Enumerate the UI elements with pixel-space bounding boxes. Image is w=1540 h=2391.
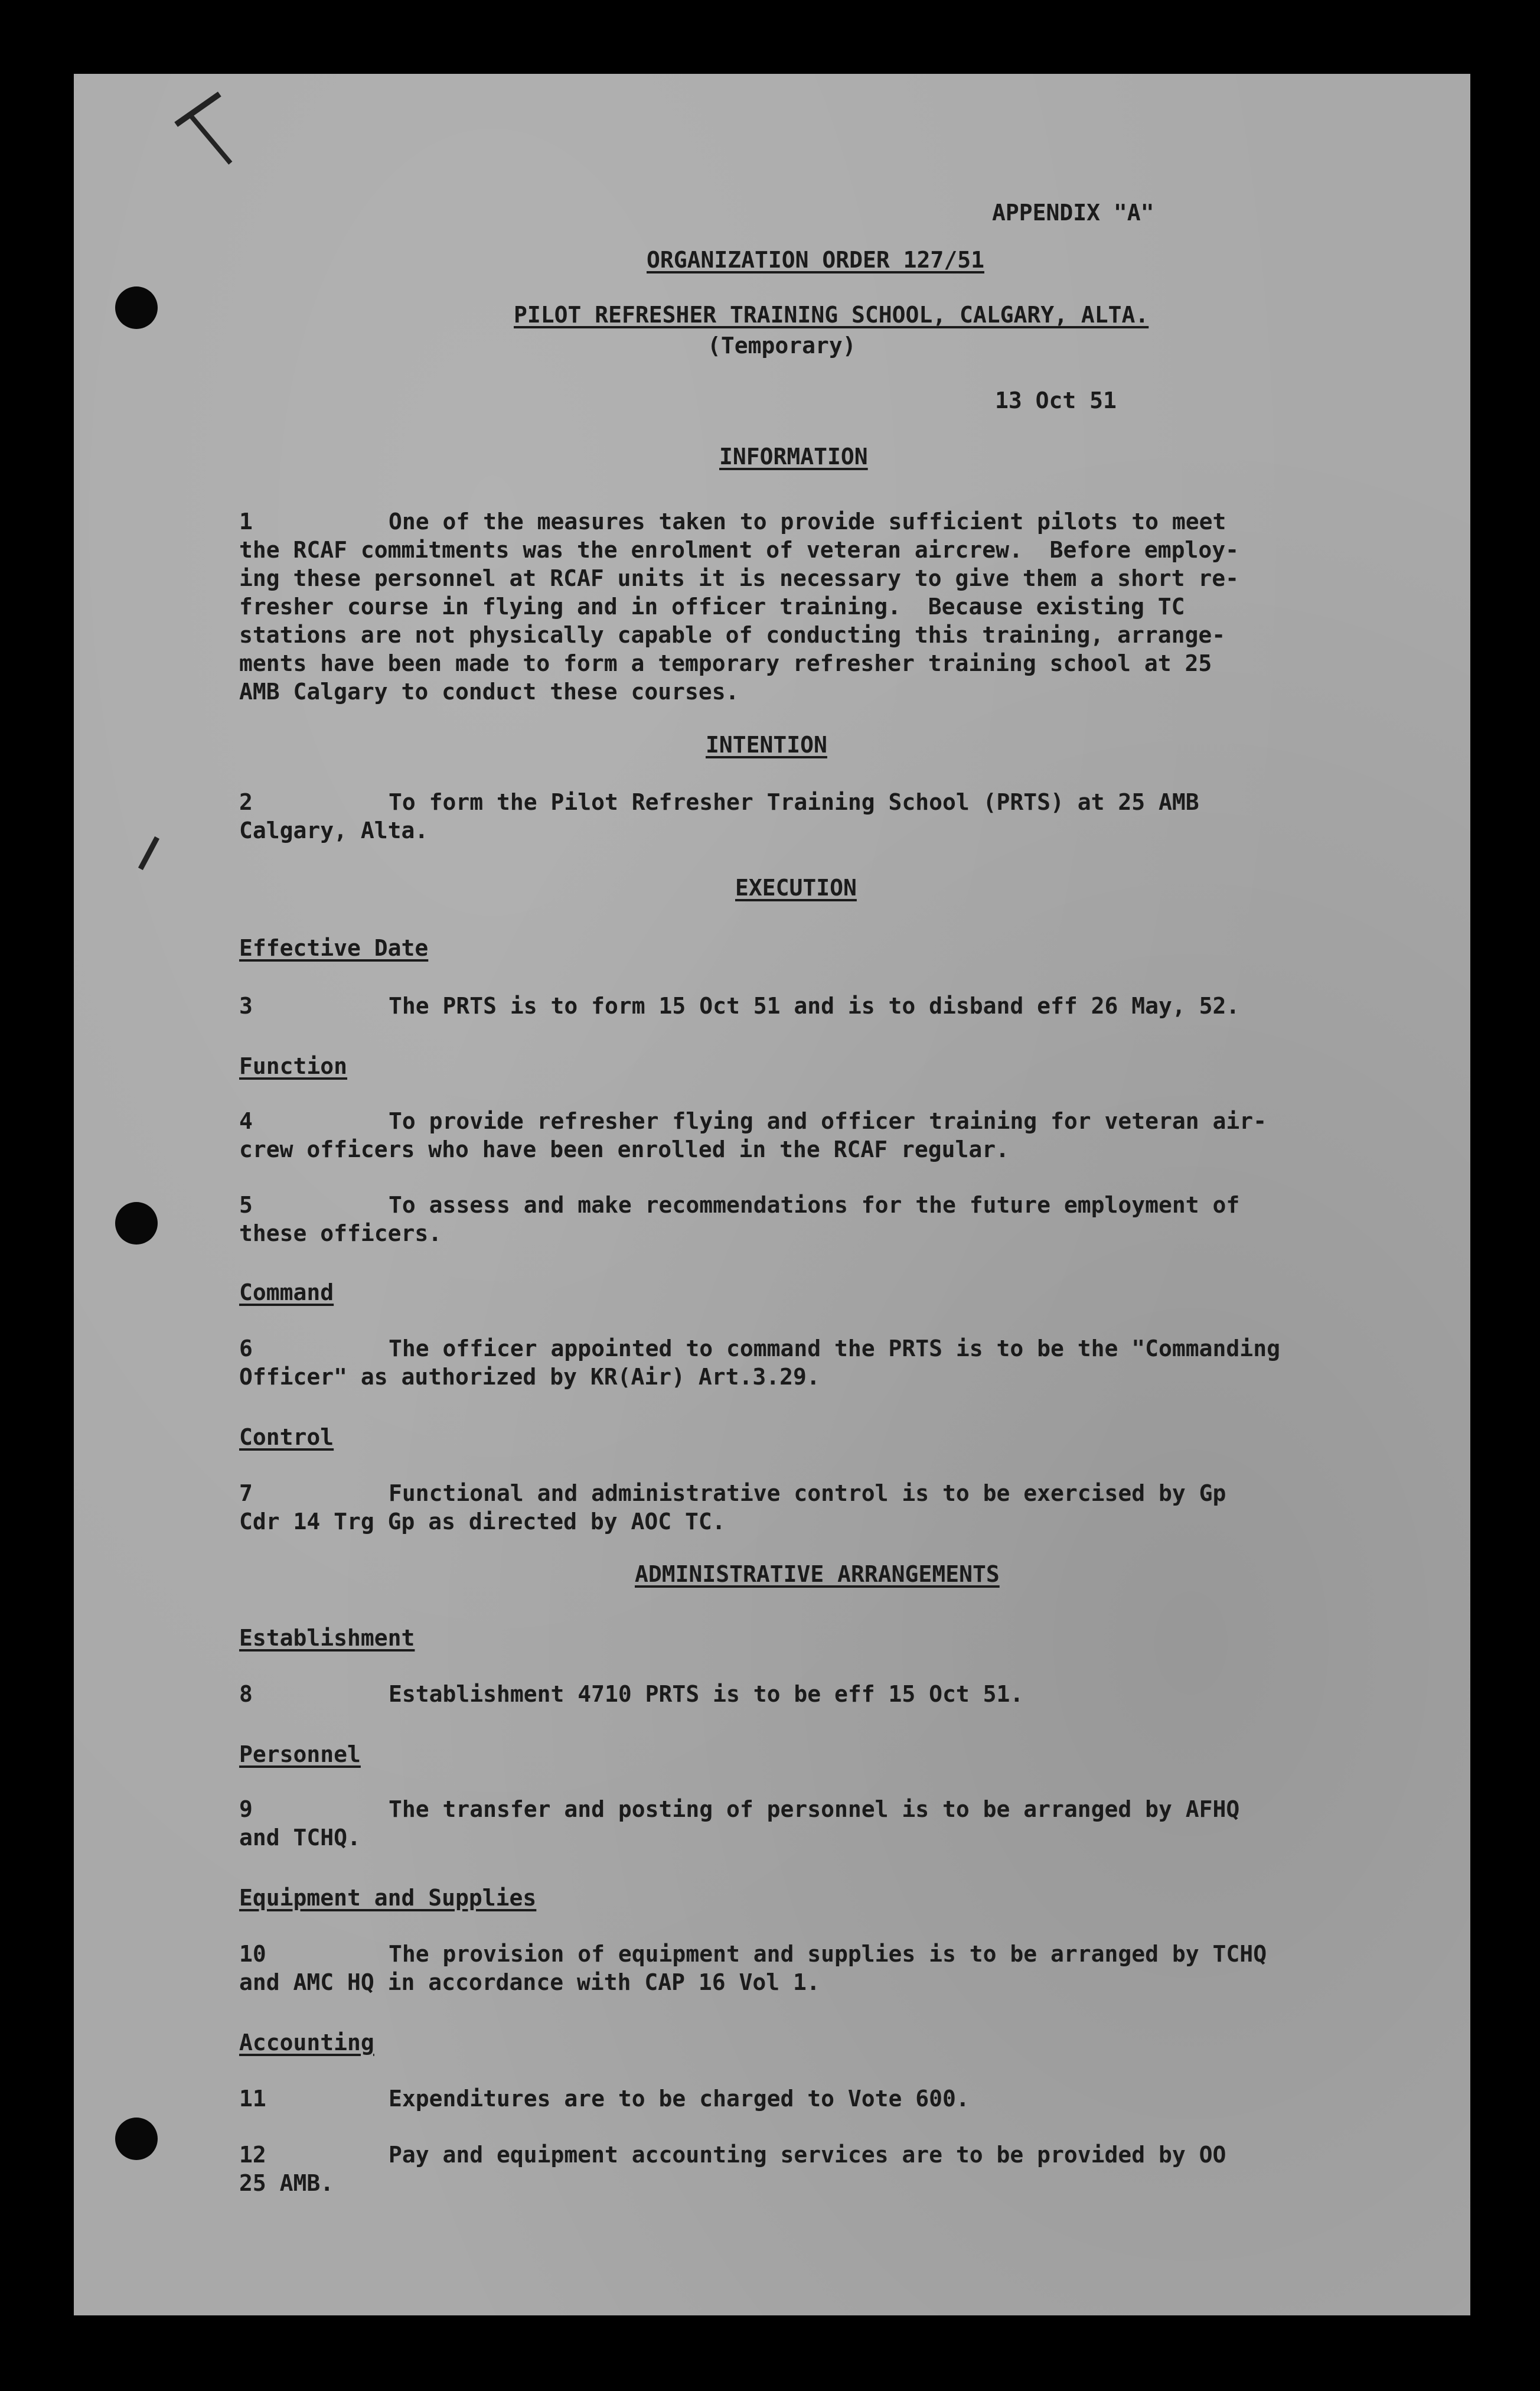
subheading-accounting: Accounting [239,2030,374,2056]
section-heading-execution: EXECUTION [735,875,857,901]
paragraph-8-line: Establishment 4710 PRTS is to be eff 15 Oct 51. [389,1681,1024,1707]
paragraph-4-line: To provide refresher flying and officer training for veteran air- [389,1108,1267,1134]
subheading-personnel: Personnel [239,1741,361,1767]
punch-hole-middle [115,1202,158,1245]
order-date: 13 Oct 51 [995,387,1117,413]
unit-subtitle: (Temporary) [707,333,856,359]
paragraph-number-1: 1 [239,509,253,535]
paragraph-1-line: ments have been made to form a temporary refresher training school at 25 [239,650,1212,676]
section-heading-administrative-arrangements: ADMINISTRATIVE ARRANGEMENTS [635,1561,1000,1587]
paragraph-number-12: 12 [239,2142,266,2168]
paragraph-3-line: The PRTS is to form 15 Oct 51 and is to disband eff 26 May, 52. [389,993,1240,1019]
subheading-equipment-and-supplies: Equipment and Supplies [239,1885,537,1911]
paragraph-1-line: stations are not physically capable of conducting this training, arrange- [239,622,1226,648]
paragraph-2-line: Calgary, Alta. [239,817,429,843]
paragraph-number-7: 7 [239,1480,253,1506]
paragraph-number-5: 5 [239,1192,253,1218]
subheading-effective-date: Effective Date [239,935,429,961]
paragraph-number-4: 4 [239,1108,253,1134]
paragraph-4-line: crew officers who have been enrolled in the RCAF regular. [239,1136,1010,1162]
paragraph-1-line: the RCAF commitments was the enrolment of veteran aircrew. Before employ- [239,537,1239,563]
paragraph-number-8: 8 [239,1681,253,1707]
subheading-establishment: Establishment [239,1625,415,1651]
section-heading-intention: INTENTION [706,732,827,758]
paragraph-1-line: AMB Calgary to conduct these courses. [239,679,739,705]
paragraph-11-line: Expenditures are to be charged to Vote 600. [389,2086,970,2112]
paragraph-2-line: To form the Pilot Refresher Training School (PRTS) at 25 AMB [389,789,1199,815]
paragraph-number-6: 6 [239,1335,253,1361]
unit-title: PILOT REFRESHER TRAINING SCHOOL, CALGARY, ALTA. [514,302,1149,328]
section-heading-information: INFORMATION [719,444,868,470]
paragraph-1-line: One of the measures taken to provide sufficient pilots to meet [389,509,1226,535]
paragraph-7-line: Functional and administrative control is to be exercised by Gp [389,1480,1226,1506]
paragraph-12-line: Pay and equipment accounting services are to be provided by OO [389,2142,1226,2168]
order-title: ORGANIZATION ORDER 127/51 [647,247,984,273]
paragraph-number-9: 9 [239,1796,253,1822]
appendix-label: APPENDIX "A" [992,200,1154,226]
paragraph-number-2: 2 [239,789,253,815]
paragraph-10-line: and AMC HQ in accordance with CAP 16 Vol 1. [239,1969,820,1995]
paragraph-6-line: The officer appointed to command the PRTS is to be the "Commanding [389,1335,1280,1361]
paragraph-7-line: Cdr 14 Trg Gp as directed by AOC TC. [239,1509,726,1535]
paragraph-1-line: fresher course in flying and in officer training. Because existing TC [239,594,1185,620]
paragraph-1-line: ing these personnel at RCAF units it is necessary to give them a short re- [239,565,1239,591]
paragraph-9-line: The transfer and posting of personnel is to be arranged by AFHQ [389,1796,1240,1822]
subheading-command: Command [239,1279,334,1305]
punch-hole-bottom [115,2118,158,2160]
subheading-function: Function [239,1053,348,1079]
paragraph-10-line: The provision of equipment and supplies is to be arranged by TCHQ [389,1941,1267,1967]
paragraph-number-3: 3 [239,993,253,1019]
punch-hole-top [115,286,158,329]
paragraph-5-line: To assess and make recommendations for the future employment of [389,1192,1240,1218]
paragraph-number-11: 11 [239,2086,266,2112]
paragraph-number-10: 10 [239,1941,266,1967]
paragraph-5-line: these officers. [239,1220,442,1246]
paragraph-9-line: and TCHQ. [239,1825,361,1851]
paragraph-12-line: 25 AMB. [239,2170,334,2196]
paragraph-6-line: Officer" as authorized by KR(Air) Art.3.29. [239,1364,820,1390]
subheading-control: Control [239,1424,334,1450]
